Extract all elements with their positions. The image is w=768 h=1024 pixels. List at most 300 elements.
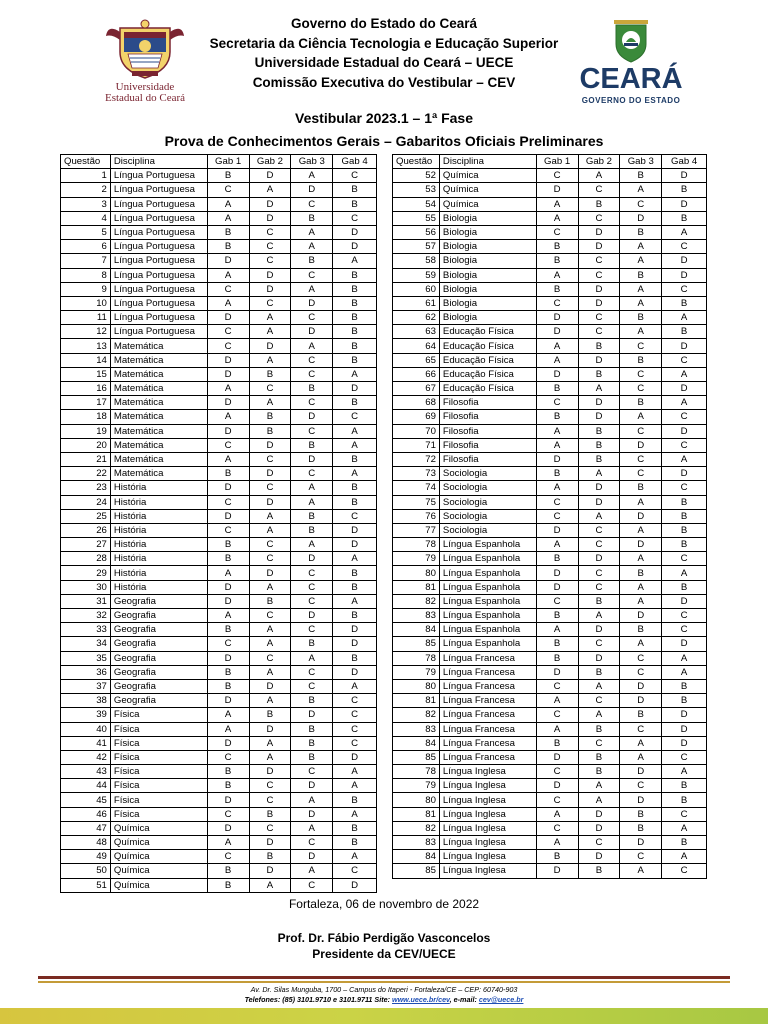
- question-number: 12: [61, 325, 111, 339]
- subject: Língua Espanhola: [439, 566, 536, 580]
- footer-site-link[interactable]: www.uece.br/cev: [392, 995, 450, 1004]
- table-row: [61, 268, 377, 282]
- table-row: [393, 367, 707, 381]
- table-row: [393, 339, 707, 353]
- gab2-answer: C: [578, 836, 620, 850]
- question-number: 10: [61, 296, 111, 310]
- subject: Língua Espanhola: [439, 637, 536, 651]
- gab4-answer: B: [333, 495, 377, 509]
- gab1-answer: A: [207, 197, 249, 211]
- table-row: [61, 552, 377, 566]
- gab1-answer: A: [536, 807, 578, 821]
- table-row: [393, 552, 707, 566]
- gab1-answer: A: [207, 452, 249, 466]
- subject: Língua Portuguesa: [110, 282, 207, 296]
- question-number: 35: [61, 651, 111, 665]
- subject: Matemática: [110, 467, 207, 481]
- gab3-answer: C: [620, 382, 662, 396]
- gab3-answer: A: [620, 325, 662, 339]
- table-row: [61, 836, 377, 850]
- subject: Língua Inglesa: [439, 850, 536, 864]
- gab3-answer: D: [291, 452, 333, 466]
- question-number: 81: [393, 580, 440, 594]
- gab3-answer: D: [291, 609, 333, 623]
- gab1-answer: A: [536, 438, 578, 452]
- gab1-answer: C: [536, 169, 578, 183]
- gab4-answer: C: [333, 410, 377, 424]
- gab2-answer: A: [578, 779, 620, 793]
- question-number: 80: [393, 679, 440, 693]
- gab2-answer: A: [249, 353, 291, 367]
- gab4-answer: C: [662, 552, 707, 566]
- subject: Língua Inglesa: [439, 821, 536, 835]
- gab2-answer: B: [578, 197, 620, 211]
- footer-email-prefix: , e-mail:: [449, 995, 479, 1004]
- table-row: [393, 481, 707, 495]
- table-row: [393, 736, 707, 750]
- signer-name: Prof. Dr. Fábio Perdigão Vasconcelos: [277, 931, 491, 945]
- gab3-answer: B: [291, 382, 333, 396]
- footer-phones: Telefones: (85) 3101.9710 e 3101.9711 Site:: [244, 995, 392, 1004]
- footer-divider-top: [38, 976, 730, 979]
- gab2-answer: D: [578, 623, 620, 637]
- gab4-answer: D: [333, 665, 377, 679]
- table-row: [61, 793, 377, 807]
- gab3-answer: C: [620, 452, 662, 466]
- question-number: 78: [393, 538, 440, 552]
- subject: Língua Francesa: [439, 665, 536, 679]
- gab3-answer: A: [620, 282, 662, 296]
- gab1-answer: B: [207, 864, 249, 878]
- gab2-answer: A: [249, 750, 291, 764]
- gab2-answer: C: [249, 609, 291, 623]
- gab2-answer: B: [578, 864, 620, 878]
- table-row: [393, 864, 707, 878]
- gab2-answer: B: [249, 708, 291, 722]
- subject: Matemática: [110, 353, 207, 367]
- subject: Língua Portuguesa: [110, 240, 207, 254]
- gab2-answer: A: [578, 708, 620, 722]
- table-row: [61, 240, 377, 254]
- gab1-answer: B: [536, 254, 578, 268]
- gab3-answer: C: [620, 467, 662, 481]
- subject: Língua Portuguesa: [110, 183, 207, 197]
- gab4-answer: D: [662, 708, 707, 722]
- subject: Língua Inglesa: [439, 836, 536, 850]
- question-number: 49: [61, 850, 111, 864]
- gab2-answer: C: [578, 268, 620, 282]
- question-number: 26: [61, 523, 111, 537]
- gab2-answer: A: [578, 169, 620, 183]
- gab2-answer: D: [249, 339, 291, 353]
- gab2-answer: C: [249, 779, 291, 793]
- gab3-answer: C: [620, 722, 662, 736]
- table-row: [393, 679, 707, 693]
- gab4-answer: A: [333, 679, 377, 693]
- gab3-answer: D: [620, 679, 662, 693]
- subject: Língua Portuguesa: [110, 268, 207, 282]
- gab4-answer: B: [662, 509, 707, 523]
- gab4-answer: A: [662, 225, 707, 239]
- question-number: 56: [393, 225, 440, 239]
- gab1-answer: C: [207, 523, 249, 537]
- subject: Química: [110, 878, 207, 892]
- gab1-answer: A: [536, 268, 578, 282]
- gab2-answer: A: [249, 580, 291, 594]
- table-row: [393, 382, 707, 396]
- table-row: [393, 183, 707, 197]
- gab4-answer: C: [662, 410, 707, 424]
- question-number: 79: [393, 552, 440, 566]
- question-number: 9: [61, 282, 111, 296]
- gab4-answer: C: [662, 750, 707, 764]
- question-number: 82: [393, 708, 440, 722]
- table-row: [393, 538, 707, 552]
- table-row: [393, 424, 707, 438]
- gab4-answer: D: [333, 878, 377, 892]
- question-number: 4: [61, 211, 111, 225]
- gab1-answer: D: [207, 509, 249, 523]
- subject: Química: [110, 850, 207, 864]
- subject: Língua Portuguesa: [110, 197, 207, 211]
- subject: Geografia: [110, 694, 207, 708]
- table-row: [61, 850, 377, 864]
- table-row: [393, 509, 707, 523]
- subject: Língua Espanhola: [439, 594, 536, 608]
- question-number: 79: [393, 665, 440, 679]
- uece-crest-icon: [100, 18, 190, 82]
- gab3-answer: A: [291, 651, 333, 665]
- gab4-answer: C: [662, 240, 707, 254]
- subject: Educação Física: [439, 339, 536, 353]
- table-row: [393, 722, 707, 736]
- subject: Língua Portuguesa: [110, 169, 207, 183]
- gab1-answer: C: [536, 509, 578, 523]
- gab2-answer: B: [578, 750, 620, 764]
- question-number: 15: [61, 367, 111, 381]
- question-number: 39: [61, 708, 111, 722]
- gab2-answer: D: [578, 410, 620, 424]
- gab4-answer: B: [662, 779, 707, 793]
- gab4-answer: C: [662, 353, 707, 367]
- gab3-answer: D: [620, 538, 662, 552]
- subject: Física: [110, 722, 207, 736]
- gab2-answer: A: [578, 609, 620, 623]
- subject: Língua Inglesa: [439, 807, 536, 821]
- gab3-answer: D: [620, 509, 662, 523]
- gab1-answer: A: [536, 836, 578, 850]
- question-number: 22: [61, 467, 111, 481]
- table-row: [393, 594, 707, 608]
- subject: História: [110, 538, 207, 552]
- table-row: [393, 750, 707, 764]
- table-row: [393, 566, 707, 580]
- gab1-answer: C: [207, 325, 249, 339]
- gab1-answer: D: [207, 694, 249, 708]
- table-row: [393, 793, 707, 807]
- gab2-answer: D: [249, 438, 291, 452]
- gab2-answer: B: [578, 339, 620, 353]
- gab4-answer: A: [333, 807, 377, 821]
- gab2-answer: C: [249, 225, 291, 239]
- table-row: [61, 807, 377, 821]
- header-line-2: Secretaria da Ciência Tecnologia e Educação Superior: [209, 35, 559, 51]
- gab2-answer: A: [249, 311, 291, 325]
- gab2-answer: D: [249, 467, 291, 481]
- subject: Matemática: [110, 382, 207, 396]
- table-row: [61, 410, 377, 424]
- subject: Sociologia: [439, 523, 536, 537]
- gab4-answer: C: [333, 211, 377, 225]
- gab4-answer: B: [662, 523, 707, 537]
- subject: Língua Francesa: [439, 651, 536, 665]
- gab2-answer: A: [249, 878, 291, 892]
- gab2-answer: C: [249, 240, 291, 254]
- gab1-answer: C: [536, 679, 578, 693]
- question-number: 74: [393, 481, 440, 495]
- gab1-answer: B: [207, 538, 249, 552]
- subject: História: [110, 580, 207, 594]
- gab3-answer: B: [620, 623, 662, 637]
- gab4-answer: D: [662, 424, 707, 438]
- gab2-answer: B: [578, 424, 620, 438]
- gab1-answer: D: [207, 254, 249, 268]
- gab2-answer: A: [249, 736, 291, 750]
- gab3-answer: D: [291, 325, 333, 339]
- gab1-answer: B: [207, 679, 249, 693]
- gab4-answer: C: [333, 169, 377, 183]
- question-number: 75: [393, 495, 440, 509]
- col-header-gab3: Gab 3: [291, 155, 333, 169]
- gab1-answer: C: [207, 495, 249, 509]
- subject: Biologia: [439, 268, 536, 282]
- gab3-answer: C: [620, 651, 662, 665]
- subject: Língua Portuguesa: [110, 254, 207, 268]
- table-row: [393, 708, 707, 722]
- question-number: 83: [393, 722, 440, 736]
- gab1-answer: D: [207, 367, 249, 381]
- gab4-answer: C: [333, 736, 377, 750]
- gab3-answer: D: [291, 850, 333, 864]
- gab2-answer: C: [249, 552, 291, 566]
- subject: Matemática: [110, 367, 207, 381]
- question-number: 63: [393, 325, 440, 339]
- question-number: 73: [393, 467, 440, 481]
- gab1-answer: A: [536, 623, 578, 637]
- gab1-answer: B: [536, 410, 578, 424]
- gab4-answer: D: [662, 169, 707, 183]
- gab2-answer: D: [578, 282, 620, 296]
- gab1-answer: D: [207, 396, 249, 410]
- question-number: 85: [393, 750, 440, 764]
- gab2-answer: B: [578, 438, 620, 452]
- gab3-answer: B: [291, 523, 333, 537]
- gab4-answer: B: [333, 566, 377, 580]
- question-number: 11: [61, 311, 111, 325]
- gab3-answer: B: [291, 722, 333, 736]
- gab1-answer: B: [207, 467, 249, 481]
- question-number: 83: [393, 836, 440, 850]
- question-number: 25: [61, 509, 111, 523]
- gab1-answer: C: [207, 438, 249, 452]
- gab2-answer: B: [578, 722, 620, 736]
- question-number: 21: [61, 452, 111, 466]
- gab3-answer: A: [620, 410, 662, 424]
- gab1-answer: D: [207, 651, 249, 665]
- gab1-answer: D: [207, 580, 249, 594]
- gab3-answer: C: [291, 424, 333, 438]
- gab3-answer: B: [291, 736, 333, 750]
- question-number: 34: [61, 637, 111, 651]
- gab1-answer: D: [536, 183, 578, 197]
- col-header-gab1: Gab 1: [207, 155, 249, 169]
- gab1-answer: D: [207, 424, 249, 438]
- gab4-answer: B: [333, 353, 377, 367]
- gab3-answer: D: [291, 410, 333, 424]
- subject: Química: [110, 836, 207, 850]
- header-line-1: Governo do Estado do Ceará: [290, 16, 478, 31]
- subject: Língua Inglesa: [439, 779, 536, 793]
- question-number: 43: [61, 765, 111, 779]
- gab2-answer: D: [249, 197, 291, 211]
- subject: Sociologia: [439, 467, 536, 481]
- footer-email-link[interactable]: cev@uece.br: [478, 995, 524, 1004]
- subject: Geografia: [110, 623, 207, 637]
- gab3-answer: D: [620, 694, 662, 708]
- gab4-answer: B: [333, 339, 377, 353]
- gab2-answer: D: [578, 240, 620, 254]
- table-row: [61, 452, 377, 466]
- gab1-answer: D: [536, 325, 578, 339]
- gab3-answer: A: [291, 821, 333, 835]
- question-number: 68: [393, 396, 440, 410]
- subject: Língua Espanhola: [439, 580, 536, 594]
- question-number: 60: [393, 282, 440, 296]
- gab4-answer: A: [662, 765, 707, 779]
- question-number: 28: [61, 552, 111, 566]
- question-number: 70: [393, 424, 440, 438]
- gab3-answer: A: [291, 282, 333, 296]
- gab3-answer: A: [291, 481, 333, 495]
- gab3-answer: C: [291, 396, 333, 410]
- table-row: [61, 254, 377, 268]
- gab3-answer: A: [291, 793, 333, 807]
- gab3-answer: C: [291, 197, 333, 211]
- table-row: [61, 225, 377, 239]
- subject: Língua Inglesa: [439, 864, 536, 878]
- question-number: 85: [393, 637, 440, 651]
- gab3-answer: C: [620, 424, 662, 438]
- gab4-answer: B: [662, 793, 707, 807]
- table-row: [61, 296, 377, 310]
- gab2-answer: C: [578, 183, 620, 197]
- gab3-answer: B: [620, 169, 662, 183]
- table-row: [393, 169, 707, 183]
- gab3-answer: C: [620, 367, 662, 381]
- subject: Matemática: [110, 339, 207, 353]
- gab4-answer: A: [333, 850, 377, 864]
- table-row: [393, 821, 707, 835]
- gab3-answer: A: [291, 495, 333, 509]
- gab1-answer: D: [536, 452, 578, 466]
- gab3-answer: D: [620, 211, 662, 225]
- gab4-answer: D: [662, 736, 707, 750]
- col-header-question: Questão: [393, 155, 440, 169]
- gab2-answer: D: [249, 169, 291, 183]
- gab1-answer: D: [207, 793, 249, 807]
- gab2-answer: D: [249, 282, 291, 296]
- gab2-answer: A: [249, 183, 291, 197]
- subject: Filosofia: [439, 410, 536, 424]
- gab4-answer: C: [662, 864, 707, 878]
- table-row: [393, 268, 707, 282]
- gab1-answer: A: [536, 353, 578, 367]
- subject: Língua Espanhola: [439, 623, 536, 637]
- footer-contacts: [0, 995, 768, 1004]
- subject: Química: [439, 197, 536, 211]
- table-row: [61, 211, 377, 225]
- gab4-answer: B: [333, 821, 377, 835]
- gab2-answer: C: [249, 651, 291, 665]
- table-row: [393, 665, 707, 679]
- gab4-answer: D: [662, 594, 707, 608]
- gab2-answer: B: [249, 594, 291, 608]
- gab4-answer: B: [333, 481, 377, 495]
- subject: Física: [110, 736, 207, 750]
- gab3-answer: A: [291, 225, 333, 239]
- gab3-answer: A: [291, 864, 333, 878]
- subject: Filosofia: [439, 396, 536, 410]
- gab3-answer: B: [291, 509, 333, 523]
- gab1-answer: A: [536, 694, 578, 708]
- gab1-answer: C: [536, 793, 578, 807]
- table-row: [61, 339, 377, 353]
- ceara-wordmark: CEARÁ: [579, 63, 683, 95]
- question-number: 33: [61, 623, 111, 637]
- gab2-answer: D: [578, 651, 620, 665]
- gab1-answer: C: [207, 807, 249, 821]
- table-row: [61, 282, 377, 296]
- gab4-answer: D: [333, 523, 377, 537]
- gab1-answer: A: [207, 708, 249, 722]
- gab2-answer: C: [578, 566, 620, 580]
- gab2-answer: D: [249, 268, 291, 282]
- gab3-answer: D: [291, 708, 333, 722]
- gab2-answer: D: [249, 722, 291, 736]
- gab1-answer: A: [536, 424, 578, 438]
- gab2-answer: D: [249, 211, 291, 225]
- gab3-answer: A: [620, 495, 662, 509]
- question-number: 81: [393, 694, 440, 708]
- gab2-answer: A: [249, 509, 291, 523]
- gab3-answer: C: [620, 779, 662, 793]
- question-number: 67: [393, 382, 440, 396]
- subject: Biologia: [439, 211, 536, 225]
- question-number: 58: [393, 254, 440, 268]
- gab4-answer: C: [333, 694, 377, 708]
- gab3-answer: B: [620, 481, 662, 495]
- gab4-answer: D: [662, 722, 707, 736]
- table-row: [393, 694, 707, 708]
- gab2-answer: B: [249, 424, 291, 438]
- gab4-answer: A: [333, 254, 377, 268]
- subject: História: [110, 481, 207, 495]
- gab2-answer: D: [249, 566, 291, 580]
- gab4-answer: B: [333, 580, 377, 594]
- gab3-answer: A: [620, 736, 662, 750]
- table-row: [393, 396, 707, 410]
- gab1-answer: A: [207, 296, 249, 310]
